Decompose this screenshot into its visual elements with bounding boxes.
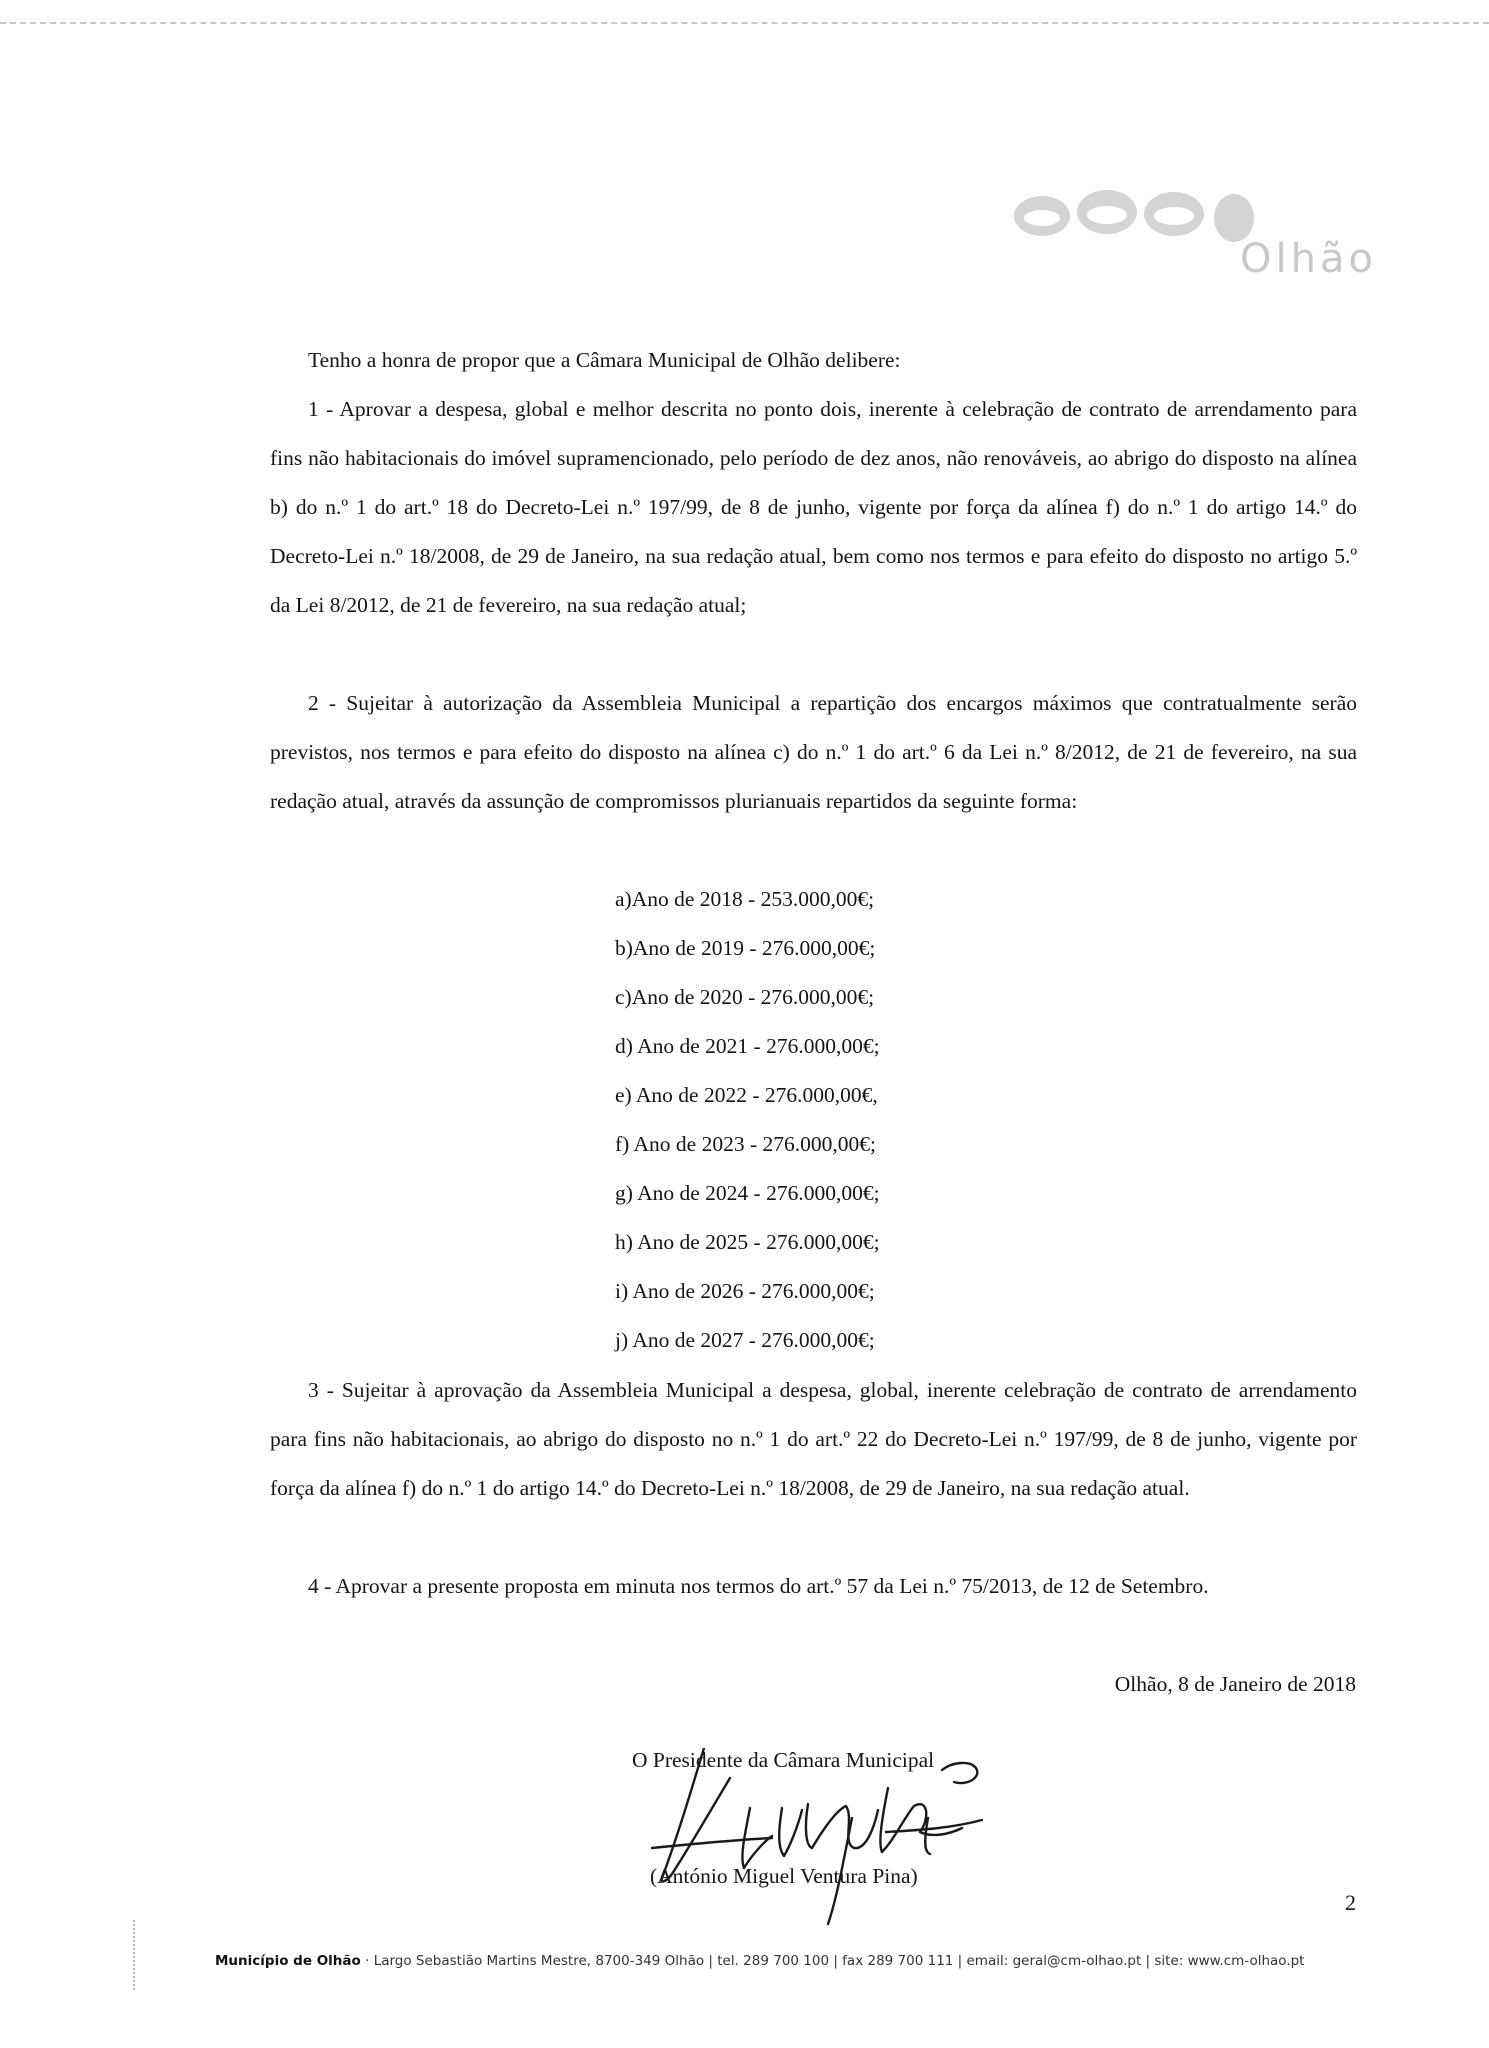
point-1-paragraph: 1 - Aprovar a despesa, global e melhor descrita no ponto dois, inerente à celebração de contrato de arrendamento para fins não habitacionais do imóvel supramencionado, pelo período de dez anos, não renováveis, ao abrigo do disposto na alínea b) do n.º 1 do art.º 18 do Decreto-Lei n.º 197/99, de 8 de junho, vigente por força da alínea f) do n.º 1 do artigo 14.º do Decreto-Lei n.º 18/2008, de 29 de Janeiro, na sua redação atual, bem como nos termos e para efeito do disposto no artigo 5.º da Lei 8/2012, de 21 de fevereiro, na sua redação atual; [270, 397, 1357, 617]
page-number: 2 [1345, 1890, 1356, 1915]
schedule-item-2025: h) Ano de 2025 - 276.000,00€; [615, 1230, 880, 1254]
point-2-paragraph: 2 - Sujeitar à autorização da Assembleia Municipal a repartição dos encargos máximos que contratualmente serão previstos, nos termos e para efeito do disposto na alínea c) do n.º 1 do art.º 6 da Lei n.º 8/2012, de 21 de fevereiro, na sua redação atual, através da assunção de compromissos plurianuais repartidos da seguinte forma: [270, 691, 1357, 813]
schedule-item-2019: b)Ano de 2019 - 276.000,00€; [615, 936, 876, 960]
signatory-title: O Presidente da Câmara Municipal [632, 1748, 935, 1772]
handwritten-signature [632, 1748, 1032, 1928]
scan-edge-line [0, 22, 1489, 26]
intro-line: Tenho a honra de propor que a Câmara Municipal de Olhão delibere: [308, 348, 901, 372]
footer-details: · Largo Sebastião Martins Mestre, 8700-349 Olhão | tel. 289 700 100 | fax 289 700 111 | email: geral@cm-olhao.pt | site: www.cm-olhao.pt [365, 1953, 1305, 1969]
date-place: Olhão, 8 de Janeiro de 2018 [1114, 1672, 1356, 1696]
schedule-item-2023: f) Ano de 2023 - 276.000,00€; [615, 1132, 876, 1156]
point-4-paragraph: 4 - Aprovar a presente proposta em minuta nos termos do art.º 57 da Lei n.º 75/2013, de 12 de Setembro. [308, 1574, 1209, 1598]
footer [215, 1953, 1304, 1969]
schedule-item-2020: c)Ano de 2020 - 276.000,00€; [615, 985, 875, 1009]
schedule-item-2024: g) Ano de 2024 - 276.000,00€; [615, 1181, 880, 1205]
payment-schedule-list [615, 875, 880, 1365]
logo-wordmark: Olhão [1240, 236, 1377, 282]
scan-margin-marks [133, 1920, 139, 1990]
point-3-paragraph: 3 - Sujeitar à aprovação da Assembleia Municipal a despesa, global, inerente celebração de contrato de arrendamento para fins não habitacionais, ao abrigo do disposto no n.º 1 do art.º 22 do Decreto-Lei n.º 197/99, de 8 de junho, vigente por força da alínea f) do n.º 1 do artigo 14.º do Decreto-Lei n.º 18/2008, de 29 de Janeiro, na sua redação atual. [270, 1378, 1357, 1500]
schedule-item-2018: a)Ano de 2018 - 253.000,00€; [615, 887, 875, 911]
signature-block [632, 1748, 1032, 1928]
schedule-item-2022: e) Ano de 2022 - 276.000,00€, [615, 1083, 878, 1107]
schedule-item-2027: j) Ano de 2027 - 276.000,00€; [615, 1328, 875, 1352]
footer-org: Município de Olhão [215, 1953, 361, 1969]
schedule-item-2021: d) Ano de 2021 - 276.000,00€; [615, 1034, 880, 1058]
signatory-name: (António Miguel Ventura Pina) [650, 1864, 918, 1888]
schedule-item-2026: i) Ano de 2026 - 276.000,00€; [615, 1279, 875, 1303]
